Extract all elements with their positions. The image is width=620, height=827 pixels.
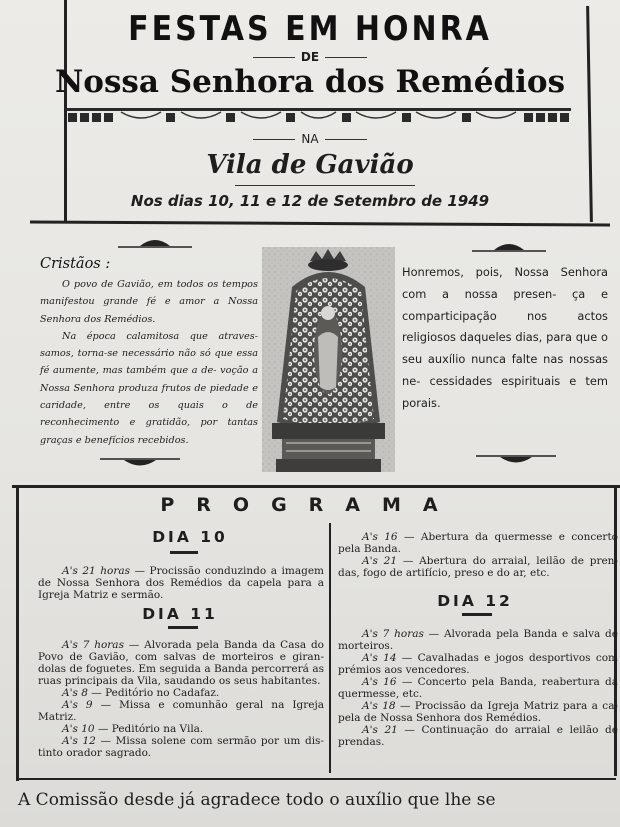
intro-paragraph-1: O povo de Gavião, em todos os tempos manifestou grande fé e amor a Nossa Senhora dos Remédios. [40, 279, 258, 325]
header-line2: Nossa Senhora dos Remédios [54, 64, 566, 100]
dia10-title: DIA 10 [152, 528, 228, 546]
header-na: NA [0, 132, 620, 146]
dia11-items [38, 639, 324, 759]
programa-border-left [16, 486, 19, 781]
header-line1: FESTAS EM HONRA [128, 9, 492, 50]
dia12-bar [462, 613, 492, 616]
ornament-bottom-left [100, 457, 180, 471]
dia12-item-1: A's 7 horas — Alvorada pela Banda e salva de morteiros. [338, 628, 618, 652]
ornament-top-right [472, 239, 546, 253]
footer-text: A Comissão desde já agradece todo o auxílio que lhe se [18, 790, 496, 810]
dia11-bar [168, 626, 198, 629]
ornament-band [66, 108, 571, 126]
intro-right-text: Honremos, pois, Nossa Senhora com a nossa presen- ça e comparticipação nos actos religiosos daqueles dias, para que o seu auxílio nunca falte nas nossas ne- cessidades espirituais e tem porais. [402, 265, 608, 410]
dia12-title: DIA 12 [437, 592, 513, 610]
programa-title: PROGRAMA [160, 494, 460, 516]
dia11-item-4: A's 10 — Peditório na Vila. [62, 723, 204, 735]
dia11-item-2: A's 8 — Peditório no Cadafaz. [62, 687, 220, 699]
column-divider [329, 523, 331, 773]
salutation: Cristãos : [40, 256, 111, 272]
intro-paragraph-2: Na época calamitosa que atraves- samos, torna-se necessário não só que essa fé aumente, mas também que a de- voção a Nossa Senhora produza frutos de piedade e caridade, entre os quais o de reconhecimento e gratidão, por tantas graças e benefícios recebidos. [40, 330, 258, 446]
dia11-item-5: A's 12 — Missa solene com sermão por um dis- tinto orador sagrado. [38, 735, 324, 759]
intro-left-text [40, 276, 258, 449]
dia10-bar [170, 551, 198, 554]
dia10-continued [338, 531, 618, 579]
dia11-item-3: A's 9 — Missa e comunhão geral na Igreja Matriz. [38, 699, 324, 723]
dia10-item-1: A's 21 horas — Procissão conduzindo a imagem de Nossa Senhora dos Remédios da capela para a Igreja Matriz e sermão. [38, 565, 324, 601]
dia10-cont-item-1: A's 16 — Abertura da quermesse e concerto pela Banda. [338, 531, 618, 555]
place-underline [235, 185, 415, 186]
ornament-bottom-right [476, 454, 556, 468]
dia12-item-2: A's 14 — Cavalhadas e jogos desportivos com prémios aos vencedores. [338, 652, 618, 676]
dia12-item-4: A's 18 — Procissão da Igreja Matriz para a ca- pela de Nossa Senhora dos Remédios. [338, 700, 618, 724]
header-de: DE [0, 50, 620, 64]
section-rule [12, 485, 620, 488]
statue-photo [262, 247, 395, 472]
header-dates: Nos dias 10, 11 e 12 de Setembro de 1949 [130, 192, 490, 210]
dia11-item-1: A's 7 horas — Alvorada pela Banda da Casa do Povo de Gavião, com salvas de morteiros e giran- dolas de foguetes. Em seguida a Banda percorrerá as ruas principais da Vila, saudando os seus habitantes. [38, 639, 325, 687]
dia10-items [38, 565, 324, 601]
dia12-items [338, 628, 618, 748]
statue-illustration [262, 247, 395, 472]
dia10-cont-item-2: A's 21 — Abertura do arraial, leilão de pren- das, fogo de artifício, preso e do ar, etc. [338, 555, 618, 579]
header-place: Vila de Gavião [206, 150, 414, 180]
dia12-item-5: A's 21 — Continuação do arraial e leilão de prendas. [338, 724, 618, 748]
dia11-title: DIA 11 [142, 605, 218, 623]
bottom-rule [16, 778, 616, 780]
ornament-top-left [118, 235, 192, 249]
dia12-item-3: A's 16 — Concerto pela Banda, reabertura da quermesse, etc. [338, 676, 618, 700]
